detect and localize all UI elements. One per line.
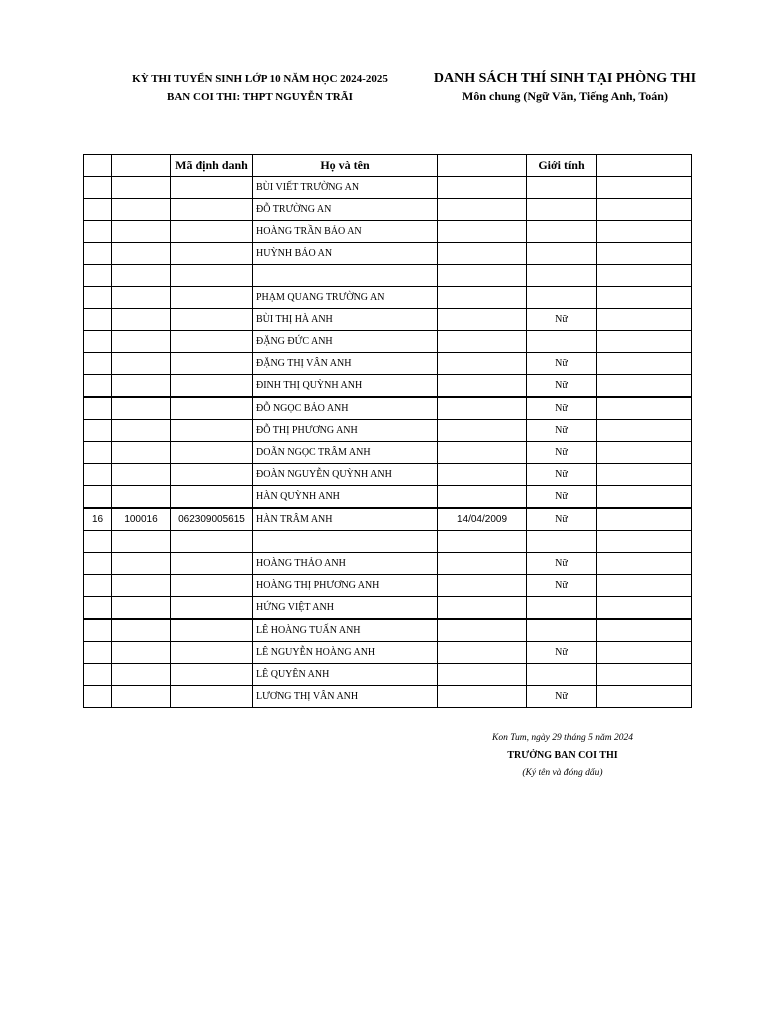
table-header-row (84, 155, 692, 177)
row-number (84, 442, 112, 464)
row-number (84, 664, 112, 686)
candidate-dob (438, 177, 527, 199)
candidate-name (253, 531, 438, 553)
candidate-gender: Nữ (527, 353, 597, 375)
candidate-name: HOÀNG THẢO ANH (253, 553, 438, 575)
empty-cell (597, 353, 692, 375)
table-row (84, 664, 692, 686)
candidate-gender: Nữ (527, 642, 597, 664)
header-cell (84, 155, 112, 177)
header-cell (597, 155, 692, 177)
header-cell (438, 155, 527, 177)
candidate-name: ĐỖ NGỌC BẢO ANH (253, 397, 438, 420)
candidate-dob: 14/04/2009 (438, 508, 527, 531)
candidate-number (112, 597, 171, 620)
table-row (84, 309, 692, 331)
header-gender: Giới tính (527, 155, 597, 177)
candidate-number (112, 243, 171, 265)
candidate-dob (438, 309, 527, 331)
list-subtitle: Môn chung (Ngữ Văn, Tiếng Anh, Toán) (462, 89, 668, 103)
place-date: Kon Tum, ngày 29 tháng 5 năm 2024 (492, 733, 633, 743)
empty-cell (597, 531, 692, 553)
candidate-name: HOÀNG TRẦN BẢO AN (253, 221, 438, 243)
table-row (84, 642, 692, 664)
table-row (84, 575, 692, 597)
candidate-gender (527, 597, 597, 620)
candidate-id (171, 309, 253, 331)
candidate-id (171, 221, 253, 243)
candidate-gender (527, 664, 597, 686)
candidate-gender: Nữ (527, 553, 597, 575)
candidate-dob (438, 353, 527, 375)
empty-cell (597, 464, 692, 486)
candidate-dob (438, 686, 527, 708)
candidate-dob (438, 375, 527, 398)
row-number (84, 397, 112, 420)
candidate-gender: Nữ (527, 309, 597, 331)
candidate-name: ĐOÀN NGUYỄN QUỲNH ANH (253, 464, 438, 486)
table-row (84, 442, 692, 464)
row-number (84, 597, 112, 620)
candidate-id (171, 287, 253, 309)
candidate-number (112, 442, 171, 464)
table-row (84, 177, 692, 199)
candidate-dob (438, 420, 527, 442)
candidate-dob (438, 597, 527, 620)
empty-cell (597, 331, 692, 353)
exam-header (120, 70, 400, 106)
empty-cell (597, 508, 692, 531)
empty-cell (597, 597, 692, 620)
candidate-name: ĐẶNG THỊ VÂN ANH (253, 353, 438, 375)
table-row (84, 287, 692, 309)
candidate-id (171, 486, 253, 509)
candidate-gender (527, 199, 597, 221)
table-row (84, 420, 692, 442)
candidate-number (112, 287, 171, 309)
candidate-name: LÊ HOÀNG TUẤN ANH (253, 619, 438, 642)
empty-cell (597, 397, 692, 420)
candidate-number (112, 199, 171, 221)
candidate-id (171, 597, 253, 620)
candidate-dob (438, 619, 527, 642)
row-number (84, 331, 112, 353)
table-row (84, 199, 692, 221)
empty-cell (597, 420, 692, 442)
candidate-id (171, 464, 253, 486)
candidate-gender (527, 331, 597, 353)
candidate-number (112, 353, 171, 375)
candidate-gender: Nữ (527, 464, 597, 486)
empty-cell (597, 287, 692, 309)
table-row (84, 508, 692, 531)
table-row (84, 619, 692, 642)
candidate-name: PHẠM QUANG TRƯỜNG AN (253, 287, 438, 309)
empty-cell (597, 309, 692, 331)
row-number (84, 420, 112, 442)
candidate-number (112, 221, 171, 243)
candidate-id (171, 531, 253, 553)
candidate-gender (527, 531, 597, 553)
table-row (84, 686, 692, 708)
candidate-number (112, 177, 171, 199)
candidate-number (112, 531, 171, 553)
candidate-id (171, 553, 253, 575)
candidate-id (171, 686, 253, 708)
candidate-name: HÀN QUỲNH ANH (253, 486, 438, 509)
row-number (84, 177, 112, 199)
candidate-gender (527, 619, 597, 642)
candidate-name: BÙI THỊ HÀ ANH (253, 309, 438, 331)
list-header (430, 70, 700, 104)
row-number (84, 221, 112, 243)
table-row (84, 486, 692, 509)
empty-cell (597, 486, 692, 509)
row-number (84, 686, 112, 708)
candidate-gender: Nữ (527, 686, 597, 708)
table-row (84, 375, 692, 398)
candidate-dob (438, 331, 527, 353)
candidate-name: LÊ NGUYỄN HOÀNG ANH (253, 642, 438, 664)
candidate-number (112, 553, 171, 575)
empty-cell (597, 265, 692, 287)
candidate-gender: Nữ (527, 575, 597, 597)
candidate-number (112, 486, 171, 509)
empty-cell (597, 442, 692, 464)
empty-cell (597, 243, 692, 265)
row-number (84, 575, 112, 597)
table-row (84, 353, 692, 375)
empty-cell (597, 664, 692, 686)
candidate-id (171, 375, 253, 398)
row-number (84, 265, 112, 287)
candidate-name: LÊ QUYÊN ANH (253, 664, 438, 686)
header-name: Họ và tên (253, 155, 438, 177)
candidate-number (112, 642, 171, 664)
list-title: DANH SÁCH THÍ SINH TẠI PHÒNG THI (433, 71, 697, 86)
table-row (84, 597, 692, 620)
signer-title: TRƯỞNG BAN COI THI (507, 750, 618, 761)
empty-cell (597, 553, 692, 575)
candidate-name: HỨNG VIỆT ANH (253, 597, 438, 620)
candidate-gender: Nữ (527, 508, 597, 531)
signature-block (470, 730, 655, 782)
candidate-dob (438, 442, 527, 464)
candidate-id (171, 265, 253, 287)
candidate-id (171, 642, 253, 664)
header-cell (112, 155, 171, 177)
candidate-dob (438, 486, 527, 509)
candidate-dob (438, 575, 527, 597)
candidate-number (112, 686, 171, 708)
row-number (84, 353, 112, 375)
candidate-gender (527, 177, 597, 199)
row-number (84, 243, 112, 265)
candidate-number (112, 575, 171, 597)
row-number (84, 199, 112, 221)
candidate-name: ĐỖ THỊ PHƯƠNG ANH (253, 420, 438, 442)
empty-cell (597, 686, 692, 708)
candidate-dob (438, 265, 527, 287)
candidate-name: DOÃN NGỌC TRÂM ANH (253, 442, 438, 464)
candidate-name: BÙI VIẾT TRƯỜNG AN (253, 177, 438, 199)
candidate-table (83, 154, 692, 708)
candidate-name: ĐINH THỊ QUỲNH ANH (253, 375, 438, 398)
candidate-dob (438, 642, 527, 664)
candidate-gender: Nữ (527, 420, 597, 442)
table-row (84, 265, 692, 287)
candidate-gender (527, 265, 597, 287)
row-number (84, 553, 112, 575)
candidate-gender (527, 243, 597, 265)
candidate-name: ĐỖ TRƯỜNG AN (253, 199, 438, 221)
candidate-id (171, 575, 253, 597)
empty-cell (597, 619, 692, 642)
row-number (84, 287, 112, 309)
empty-cell (597, 221, 692, 243)
candidate-gender: Nữ (527, 397, 597, 420)
candidate-dob (438, 531, 527, 553)
candidate-dob (438, 397, 527, 420)
table-row (84, 221, 692, 243)
candidate-name: HUỲNH BẢO AN (253, 243, 438, 265)
candidate-id (171, 397, 253, 420)
candidate-dob (438, 243, 527, 265)
candidate-name: HÀN TRÂM ANH (253, 508, 438, 531)
candidate-dob (438, 199, 527, 221)
table-row (84, 464, 692, 486)
table-row (84, 331, 692, 353)
table-row (84, 243, 692, 265)
empty-cell (597, 177, 692, 199)
candidate-number: 100016 (112, 508, 171, 531)
candidate-number (112, 420, 171, 442)
exam-title: KỲ THI TUYỂN SINH LỚP 10 NĂM HỌC 2024-2025 (132, 73, 388, 85)
row-number (84, 486, 112, 509)
table-row (84, 553, 692, 575)
header-id: Mã định danh (171, 155, 253, 177)
candidate-gender (527, 287, 597, 309)
candidate-number (112, 309, 171, 331)
candidate-dob (438, 664, 527, 686)
candidate-gender: Nữ (527, 486, 597, 509)
empty-cell (597, 375, 692, 398)
signature-note: (Ký tên và đóng dấu) (522, 768, 603, 778)
candidate-gender: Nữ (527, 375, 597, 398)
row-number (84, 619, 112, 642)
candidate-number (112, 619, 171, 642)
empty-cell (597, 575, 692, 597)
candidate-id (171, 177, 253, 199)
candidate-number (112, 331, 171, 353)
candidate-id (171, 664, 253, 686)
candidate-number (112, 265, 171, 287)
candidate-number (112, 397, 171, 420)
candidate-dob (438, 287, 527, 309)
row-number (84, 309, 112, 331)
candidate-dob (438, 464, 527, 486)
candidate-id (171, 420, 253, 442)
candidate-id (171, 331, 253, 353)
candidate-id (171, 353, 253, 375)
candidate-number (112, 464, 171, 486)
candidate-gender (527, 221, 597, 243)
candidate-gender: Nữ (527, 442, 597, 464)
candidate-id (171, 243, 253, 265)
candidate-number (112, 375, 171, 398)
row-number: 16 (84, 508, 112, 531)
table-row (84, 531, 692, 553)
row-number (84, 464, 112, 486)
row-number (84, 375, 112, 398)
candidate-id (171, 619, 253, 642)
table-row (84, 397, 692, 420)
candidate-name: HOÀNG THỊ PHƯƠNG ANH (253, 575, 438, 597)
row-number (84, 642, 112, 664)
candidate-name: ĐẶNG ĐỨC ANH (253, 331, 438, 353)
candidate-dob (438, 553, 527, 575)
candidate-dob (438, 221, 527, 243)
candidate-name: LƯƠNG THỊ VÂN ANH (253, 686, 438, 708)
row-number (84, 531, 112, 553)
candidate-id: 062309005615 (171, 508, 253, 531)
candidate-id (171, 442, 253, 464)
candidate-id (171, 199, 253, 221)
candidate-number (112, 664, 171, 686)
empty-cell (597, 642, 692, 664)
candidate-name (253, 265, 438, 287)
empty-cell (597, 199, 692, 221)
exam-board: BAN COI THI: THPT NGUYỄN TRÃI (167, 91, 353, 103)
